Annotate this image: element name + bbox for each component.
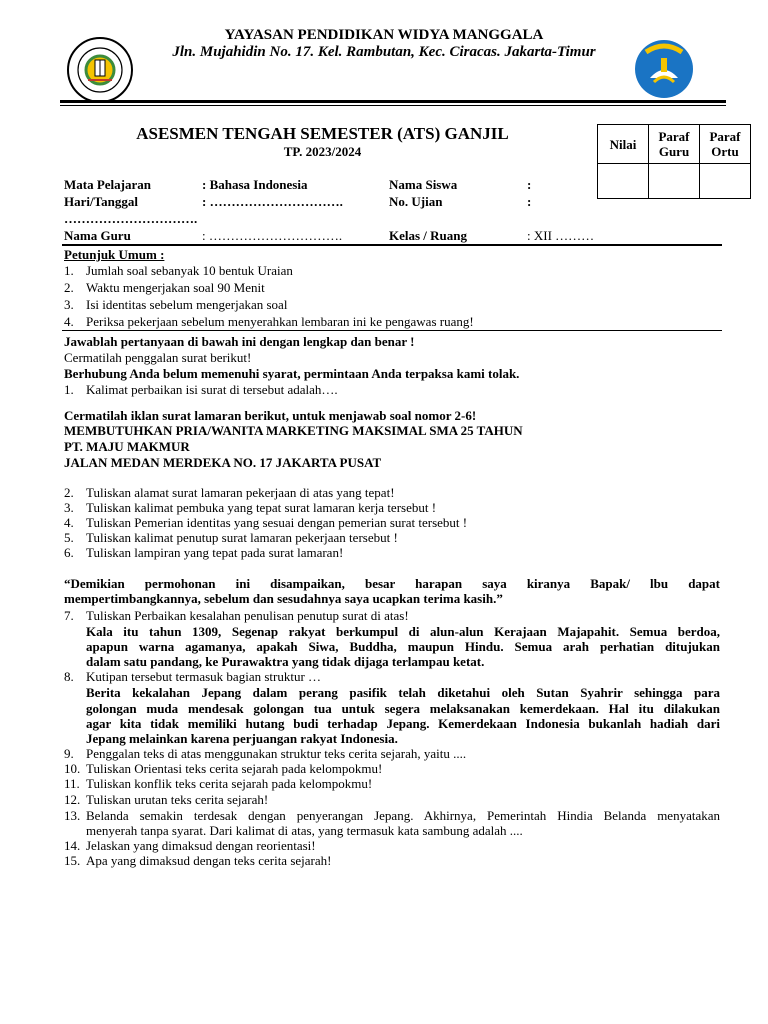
exam-no-field[interactable]: :	[527, 194, 532, 209]
letter-excerpt: Berhubung Anda belum memenuhi syarat, permintaan Anda terpaksa kami tolak.	[64, 366, 520, 381]
instruction-item: Jumlah soal sebanyak 10 bentuk Uraian	[86, 263, 293, 278]
passage-line: agar kita tidak memiliki hutang budi terhadap Jepang. Kemerdekaan Indonesia bukanlah hadiah dari	[86, 716, 720, 731]
question-text: Tuliskan Pemerian identitas yang sesuai dengan pemerian surat tersebut !	[86, 515, 468, 530]
class-field[interactable]: : XII ………	[527, 228, 595, 243]
exam-no-label: No. Ujian	[389, 194, 443, 209]
instruction-item: Isi identitas sebelum mengerjakan soal	[86, 297, 288, 312]
question-text: Tuliskan kalimat pembuka yang tepat surat lamaran kerja tersebut !	[86, 500, 437, 515]
instructions-heading: Petunjuk Umum :	[64, 247, 165, 262]
passage-line: apapun warna agamanya, apakah Siwa, Buddha, maupun Hindu. Semua arah perhatian ditujukan	[86, 639, 720, 654]
question-text: Tuliskan konflik teks cerita sejarah pada kelompokmu!	[86, 776, 373, 791]
student-field[interactable]: :	[527, 177, 532, 192]
closing-quote-line: mempertimbangkannya, sebelum dan sesudahnya saya ucapkan terima kasih.”	[64, 591, 503, 606]
identity-divider	[62, 244, 722, 246]
question-number: 5.	[64, 530, 74, 545]
header-rule-thin	[60, 105, 726, 106]
ad-line: JALAN MEDAN MERDEKA NO. 17 JAKARTA PUSAT	[64, 455, 382, 470]
question-text: Apa yang dimaksud dengan teks cerita sejarah!	[86, 853, 332, 868]
question-number: 12.	[64, 792, 81, 807]
question-number: 8.	[64, 669, 74, 684]
question-text: Kutipan tersebut termasuk bagian struktur …	[86, 669, 322, 684]
question-number: 13.	[64, 808, 81, 823]
passage-line: Jepang melainkan karena perjuangan rakyat Indonesia.	[86, 731, 398, 746]
teacher-label: Nama Guru	[64, 228, 131, 243]
grade-table	[597, 124, 751, 199]
subject-value: : Bahasa Indonesia	[202, 177, 308, 192]
passage-line: Berita kekalahan Jepang dalam perang pasifik telah diketahui oleh Sutan Syahrir sehingga para	[86, 685, 720, 700]
question-number: 7.	[64, 608, 74, 623]
question-number: 6.	[64, 545, 74, 560]
question-number: 1.	[64, 382, 74, 397]
instruction-item: Periksa pekerjaan sebelum menyerahkan lembaran ini ke pengawas ruang!	[86, 314, 474, 329]
subject-label: Mata Pelajaran	[64, 177, 152, 192]
question-number: 14.	[64, 838, 81, 853]
exam-title: ASESMEN TENGAH SEMESTER (ATS) GANJIL	[136, 124, 509, 143]
question-text: Tuliskan Perbaikan kesalahan penulisan penutup surat di atas!	[86, 608, 409, 623]
student-label: Nama Siswa	[389, 177, 458, 192]
question-text: Tuliskan lampiran yang tepat pada surat lamaran!	[86, 545, 344, 560]
question-number: 2.	[64, 485, 74, 500]
ad-line: MEMBUTUHKAN PRIA/WANITA MARKETING MAKSIMAL SMA 25 TAHUN	[64, 423, 523, 438]
instruction-number: 3.	[64, 297, 74, 312]
question-number: 3.	[64, 500, 74, 515]
instruction-number: 2.	[64, 280, 74, 295]
foundation-address: Jln. Mujahidin No. 17. Kel. Rambutan, Kec. Ciracas. Jakarta-Timur	[172, 44, 596, 60]
question-text: Tuliskan alamat surat lamaran pekerjaan di atas yang tepat!	[86, 485, 395, 500]
teacher-field[interactable]: : ………………………….	[202, 228, 343, 243]
header-rule-thick	[60, 100, 726, 103]
question-text: menyerah tanpa syarat. Dari kalimat di atas, yang termasuk kata sambung adalah ....	[86, 823, 523, 838]
question-text: Tuliskan Orientasi teks cerita sejarah pada kelompokmu!	[86, 761, 383, 776]
question-text: Kalimat perbaikan isi surat di tersebut adalah….	[86, 382, 338, 397]
foundation-name: YAYASAN PENDIDIKAN WIDYA MANGGALA	[224, 27, 544, 43]
intro-letter-excerpt: Cermatilah penggalan surat berikut!	[64, 350, 252, 365]
instruction-number: 4.	[64, 314, 74, 329]
grade-cell-paraf-ortu[interactable]	[700, 164, 751, 199]
question-text: Tuliskan urutan teks cerita sejarah!	[86, 792, 269, 807]
exam-year: TP. 2023/2024	[283, 144, 362, 159]
passage-line: golongan muda mendesak golongan tua untuk segera melaksanakan kemerdekaan. Hal itu dilakukan	[86, 701, 720, 716]
passage-line: dalam satu pandang, ke Purawaktra yang tidak dijaga terlampau ketat.	[86, 654, 485, 669]
question-text: Jelaskan yang dimaksud dengan reorientasi!	[86, 838, 316, 853]
date-label: Hari/Tanggal	[64, 194, 138, 209]
grade-header-nilai: Nilai	[598, 125, 649, 164]
instruction-number: 1.	[64, 263, 74, 278]
ad-line: PT. MAJU MAKMUR	[64, 439, 190, 454]
grade-cell-nilai[interactable]	[598, 164, 649, 199]
grade-header-paraf-ortu: Paraf Ortu	[700, 125, 751, 164]
question-text: Tuliskan kalimat penutup surat lamaran pekerjaan tersebut !	[86, 530, 398, 545]
question-text: Belanda semakin terdesak dengan penyerangan Jepang. Akhirnya, Pemerintah Hindia Belanda menyatakan	[86, 808, 720, 823]
closing-quote-line: “Demikian permohonan ini disampaikan, besar harapan saya kiranya Bapak/ lbu dapat	[64, 576, 720, 591]
question-number: 9.	[64, 746, 74, 761]
dots-line: ………………………….	[64, 211, 198, 226]
main-instruction: Jawablah pertanyaan di bawah ini dengan lengkap dan benar !	[64, 334, 415, 349]
question-number: 4.	[64, 515, 74, 530]
question-number: 10.	[64, 761, 81, 776]
grade-cell-paraf-guru[interactable]	[649, 164, 700, 199]
class-label: Kelas / Ruang	[389, 228, 468, 243]
date-field[interactable]: : ………………………….	[202, 194, 343, 209]
passage-line: Kala itu tahun 1309, Segenap rakyat berkumpul di alun-alun Kerajaan Majapahit. Semua berdoa,	[86, 624, 720, 639]
grade-header-paraf-guru: Paraf Guru	[649, 125, 700, 164]
instructions-divider	[62, 330, 722, 331]
question-text: Penggalan teks di atas menggunakan struktur teks cerita sejarah, yaitu ....	[86, 746, 467, 761]
question-number: 15.	[64, 853, 81, 868]
question-number: 11.	[64, 776, 80, 791]
instruction-item: Waktu mengerjakan soal 90 Menit	[86, 280, 265, 295]
intro-ad: Cermatilah iklan surat lamaran berikut, untuk menjawab soal nomor 2-6!	[64, 408, 477, 423]
